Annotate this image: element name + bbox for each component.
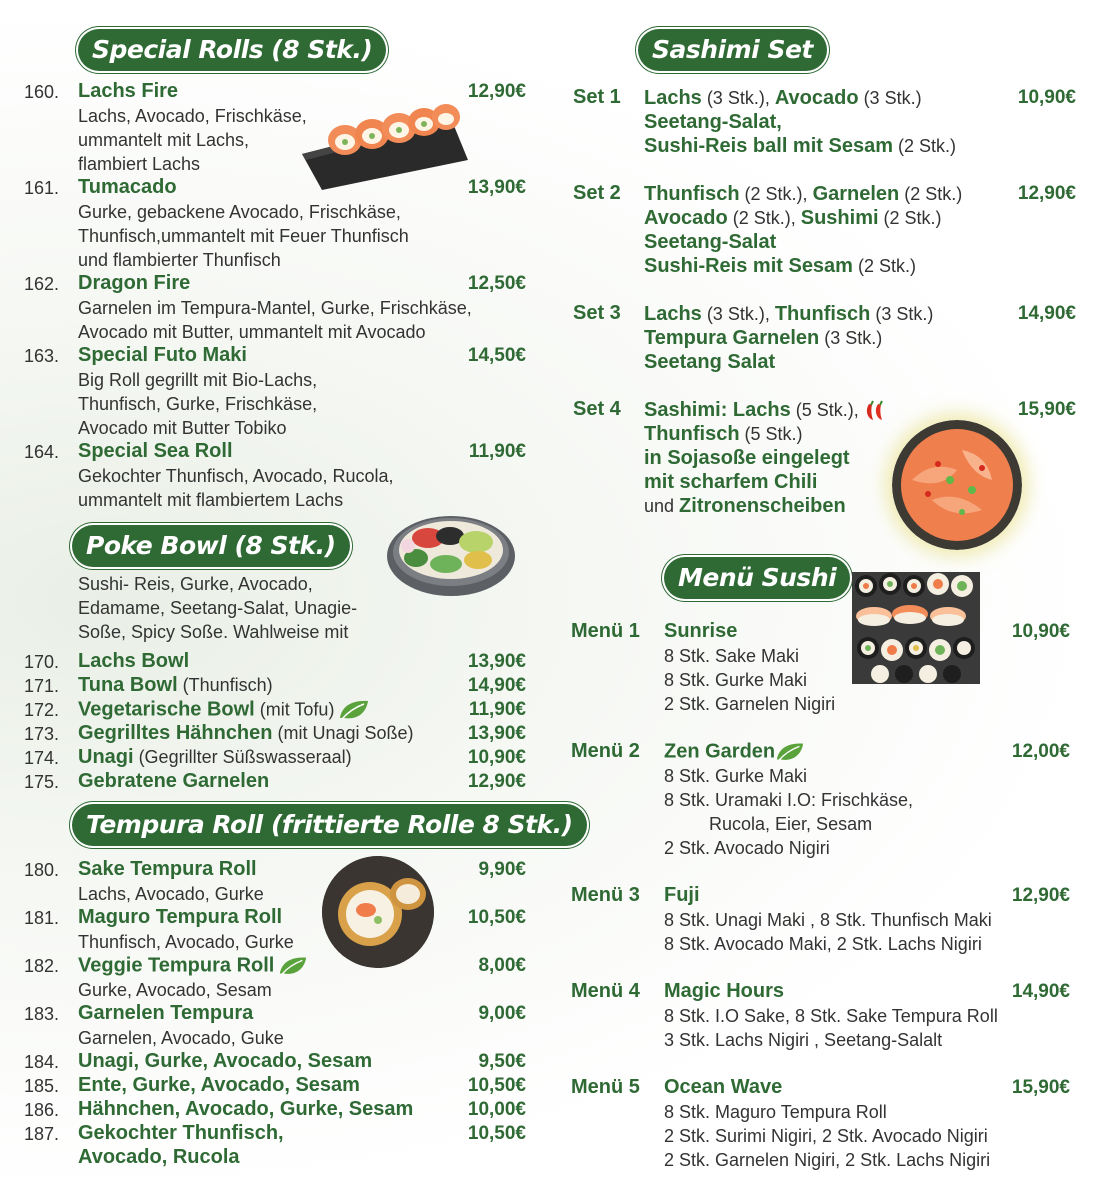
menu-description: 8 Stk. I.O Sake, 8 Stk. Sake Tempura Roll (664, 1006, 998, 1026)
item-number: 163. (24, 346, 60, 366)
item-note: (mit Tofu) (254, 699, 335, 720)
set-line (644, 494, 846, 518)
item-price: 10,00€ (467, 1099, 526, 1120)
set-text: (3 Stk.) (819, 328, 883, 348)
item-number: 162. (24, 274, 60, 294)
item-note: (Gegrillter Süßswasseraal) (133, 747, 352, 767)
item-price: 14,90€ (467, 675, 526, 696)
item-name: Hähnchen, Avocado, Gurke, Sesam (78, 1098, 414, 1120)
item-number: 175. (24, 772, 60, 792)
set-text: Sushimi (800, 207, 879, 229)
item-name: Unagi, Gurke, Avocado, Sesam (78, 1050, 373, 1072)
menu-sushi-image (852, 572, 980, 684)
item-name: Ente, Gurke, Avocado, Sesam (78, 1074, 360, 1096)
menu-name: Sunrise (664, 620, 738, 642)
set-text: (3 Stk.) (858, 88, 922, 108)
set-text: Seetang Salat (644, 351, 776, 373)
item-name: Special Futo Maki (78, 344, 247, 366)
section-description: Sushi- Reis, Gurke, Avocado, (78, 574, 313, 594)
item-name: Gekochter Thunfisch, (78, 1122, 284, 1144)
chili-icon (863, 400, 891, 422)
item-price: 12,90€ (467, 81, 526, 102)
item-name: Tumacado (78, 176, 177, 198)
item-name: Lachs Fire (78, 80, 179, 102)
menu-description: 8 Stk. Uramaki I.O: Frischkäse, (664, 790, 914, 810)
menu-description: 8 Stk. Unagi Maki , 8 Stk. Thunfisch Maki (664, 910, 992, 930)
set-price: 10,90€ (1017, 87, 1076, 108)
item-price: 14,50€ (467, 345, 526, 366)
set-text: (2 Stk.) (899, 184, 963, 204)
menu-description: 8 Stk. Gurke Maki (664, 766, 808, 786)
leaf-icon (338, 698, 370, 722)
item-note: (mit Unagi Soße) (272, 723, 414, 743)
set-text: Thunfisch (644, 183, 740, 205)
item-name-text: Veggie Tempura Roll (78, 954, 275, 977)
item-number: 164. (24, 442, 60, 462)
item-number: 171. (24, 676, 60, 696)
item-name (78, 722, 414, 745)
set-text: Zitronenscheiben (679, 495, 846, 517)
section-description: Soße, Spicy Soße. Wahlweise mit (78, 622, 349, 642)
item-price: 8,00€ (478, 955, 526, 976)
item-description: ummantelt mit Lachs, (78, 130, 250, 150)
item-name-text: Gebratene Garnelen (78, 770, 270, 792)
menu-name: Magic Hours (664, 980, 785, 1002)
set-line (644, 230, 776, 254)
item-number: 161. (24, 178, 60, 198)
item-name-text: Tuna Bowl (78, 674, 178, 696)
set-text: (3 Stk.) (870, 304, 934, 324)
menu-label: Menü 5 (571, 1076, 640, 1098)
menu-label: Menü 3 (571, 884, 640, 906)
item-number: 172. (24, 700, 60, 720)
poke-bowl-image (386, 512, 516, 596)
item-name (78, 674, 273, 697)
item-price: 9,00€ (478, 1003, 526, 1024)
item-description: Gurke, gebackene Avocado, Frischkäse, (78, 202, 401, 222)
section-header-menu-sushi: Menü Sushi (664, 557, 850, 599)
set-text: Tempura Garnelen (644, 327, 820, 349)
item-number: 183. (24, 1004, 60, 1024)
menu-description: 8 Stk. Avocado Maki, 2 Stk. Lachs Nigiri (664, 934, 982, 954)
item-price: 11,90€ (468, 699, 526, 720)
item-price: 10,90€ (467, 747, 526, 768)
item-price: 9,90€ (478, 859, 526, 880)
set-text: Seetang-Salat, (644, 111, 782, 133)
item-note: (Thunfisch) (177, 675, 273, 695)
set-line (644, 446, 850, 470)
item-description: Lachs, Avocado, Frischkäse, (78, 106, 307, 126)
item-description: Thunfisch, Gurke, Frischkäse, (78, 394, 318, 414)
item-description: Garnelen im Tempura-Mantel, Gurke, Frischkäse, (78, 298, 472, 318)
menu-name (664, 740, 805, 764)
set-text: (3 Stk.), (701, 88, 775, 108)
menu-description: 8 Stk. Gurke Maki (664, 670, 808, 690)
item-number: 170. (24, 652, 60, 672)
menu-description: 3 Stk. Lachs Nigiri , Seetang-Salalt (664, 1030, 943, 1050)
item-name: Special Sea Roll (78, 440, 233, 462)
menu-name-text: Zen Garden (664, 740, 776, 763)
item-number: 160. (24, 82, 60, 102)
item-number: 182. (24, 956, 60, 976)
item-description: und flambierter Thunfisch (78, 250, 281, 270)
item-price: 10,50€ (467, 1075, 526, 1096)
menu-description: 8 Stk. Sake Maki (664, 646, 800, 666)
set-line (644, 422, 803, 446)
section-header-poke-bowl: Poke Bowl (8 Stk.) (72, 525, 350, 567)
item-name: Maguro Tempura Roll (78, 906, 283, 928)
item-price: 10,50€ (467, 907, 526, 928)
item-description: flambiert Lachs (78, 154, 201, 174)
item-description: Avocado mit Butter Tobiko (78, 418, 287, 438)
item-number: 184. (24, 1052, 60, 1072)
set-label: Set 3 (573, 302, 621, 324)
set-line (644, 254, 916, 278)
set-price: 15,90€ (1017, 399, 1076, 420)
menu-price: 14,90€ (1011, 981, 1070, 1002)
special-rolls-image (300, 92, 470, 192)
item-price: 12,50€ (467, 273, 526, 294)
item-name-text: Lachs Bowl (78, 650, 190, 672)
set-label: Set 4 (573, 398, 621, 420)
leaf-icon (775, 740, 805, 764)
item-number: 181. (24, 908, 60, 928)
item-name-text: Unagi (78, 746, 134, 768)
item-description: Avocado mit Butter, ummantelt mit Avocado (78, 322, 426, 342)
set-text: Sushi-Reis mit Sesam (644, 255, 853, 277)
set-text: Sushi-Reis ball mit Sesam (644, 135, 893, 157)
set-text: (3 Stk.), (701, 304, 775, 324)
set-line (644, 86, 922, 110)
set-text: (2 Stk.) (892, 136, 956, 156)
menu-label: Menü 2 (571, 740, 640, 762)
set-label: Set 2 (573, 182, 621, 204)
menu-price: 12,00€ (1011, 741, 1070, 762)
item-number: 186. (24, 1100, 60, 1120)
menu-description: 8 Stk. Maguro Tempura Roll (664, 1102, 887, 1122)
item-name: Avocado, Rucola (78, 1146, 240, 1168)
item-name (78, 770, 269, 793)
item-name (78, 746, 352, 769)
item-price: 10,50€ (467, 1123, 526, 1144)
set-text: (2 Stk.) (878, 208, 942, 228)
menu-price: 10,90€ (1011, 621, 1070, 642)
set-line (644, 182, 962, 206)
menu-label: Menü 4 (571, 980, 640, 1002)
menu-description: 2 Stk. Garnelen Nigiri, 2 Stk. Lachs Nigiri (664, 1150, 991, 1170)
set-text: (2 Stk.), (727, 208, 801, 228)
set-line (644, 398, 891, 422)
section-header-tempura-roll: Tempura Roll (frittierte Rolle 8 Stk.) (72, 804, 587, 846)
set-text: Thunfisch (644, 423, 740, 445)
item-name-text: Vegetarische Bowl (78, 698, 255, 721)
item-number: 180. (24, 860, 60, 880)
set-label: Set 1 (573, 86, 621, 108)
item-number: 174. (24, 748, 60, 768)
item-number: 187. (24, 1124, 60, 1144)
item-price: 11,90€ (468, 441, 526, 462)
menu-description: 2 Stk. Surimi Nigiri, 2 Stk. Avocado Nigiri (664, 1126, 988, 1146)
set-text: (5 Stk.) (739, 424, 803, 444)
item-price: 13,90€ (467, 723, 526, 744)
menu-name: Ocean Wave (664, 1076, 783, 1098)
item-description: Big Roll gegrillt mit Bio-Lachs, (78, 370, 318, 390)
leaf-icon (278, 954, 308, 978)
set-text: Thunfisch (774, 303, 871, 325)
item-description: Lachs, Avocado, Gurke (78, 884, 264, 904)
set-text: Garnelen (812, 183, 900, 205)
set-text: Lachs (644, 303, 702, 325)
item-number: 173. (24, 724, 60, 744)
menu-name: Fuji (664, 884, 700, 906)
set-text: Sashimi: Lachs (644, 399, 791, 421)
item-name-text: Gegrilltes Hähnchen (78, 722, 273, 744)
item-name: Sake Tempura Roll (78, 858, 257, 880)
item-name: Garnelen Tempura (78, 1002, 254, 1024)
menu-description: Rucola, Eier, Sesam (664, 814, 873, 834)
set-line (644, 326, 882, 350)
item-price: 9,50€ (478, 1051, 526, 1072)
menu-description: 2 Stk. Avocado Nigiri (664, 838, 830, 858)
item-description: Gekochter Thunfisch, Avocado, Rucola, (78, 466, 394, 486)
sashimi-image (892, 420, 1022, 550)
set-text: Avocado (774, 87, 859, 109)
section-header-special-rolls: Special Rolls (8 Stk.) (78, 29, 386, 71)
item-price: 13,90€ (467, 651, 526, 672)
section-header-sashimi-set: Sashimi Set (638, 29, 827, 71)
set-text: Seetang-Salat (644, 231, 777, 253)
set-text: (2 Stk.) (852, 256, 916, 276)
item-description: Thunfisch, Avocado, Gurke (78, 932, 294, 952)
item-description: ummantelt mit flambiertem Lachs (78, 490, 344, 510)
menu-price: 15,90€ (1011, 1077, 1070, 1098)
item-name (78, 954, 308, 978)
menu-price: 12,90€ (1011, 885, 1070, 906)
set-line (644, 134, 956, 158)
set-line (644, 302, 933, 326)
set-line (644, 350, 775, 374)
set-text: (5 Stk.), (790, 400, 859, 420)
set-text: und (644, 496, 680, 516)
item-price: 12,90€ (467, 771, 526, 792)
set-text: mit scharfem Chili (644, 471, 818, 493)
set-text: (2 Stk.), (739, 184, 813, 204)
set-price: 12,90€ (1017, 183, 1076, 204)
menu-description: 2 Stk. Garnelen Nigiri (664, 694, 836, 714)
set-price: 14,90€ (1017, 303, 1076, 324)
set-text: Lachs (644, 87, 702, 109)
item-description: Thunfisch,ummantelt mit Feuer Thunfisch (78, 226, 409, 246)
item-name: Dragon Fire (78, 272, 191, 294)
item-description: Gurke, Avocado, Sesam (78, 980, 272, 1000)
section-description: Edamame, Seetang-Salat, Unagie- (78, 598, 358, 618)
item-description: Garnelen, Avocado, Guke (78, 1028, 284, 1048)
item-number: 185. (24, 1076, 60, 1096)
menu-label: Menü 1 (571, 620, 640, 642)
set-line (644, 110, 782, 134)
set-text: Avocado (644, 207, 728, 229)
set-line (644, 206, 942, 230)
item-name (78, 698, 370, 722)
set-text: in Sojasoße eingelegt (644, 447, 850, 469)
tempura-roll-image (322, 856, 434, 968)
item-price: 13,90€ (467, 177, 526, 198)
set-line (644, 470, 817, 494)
item-name (78, 650, 189, 673)
